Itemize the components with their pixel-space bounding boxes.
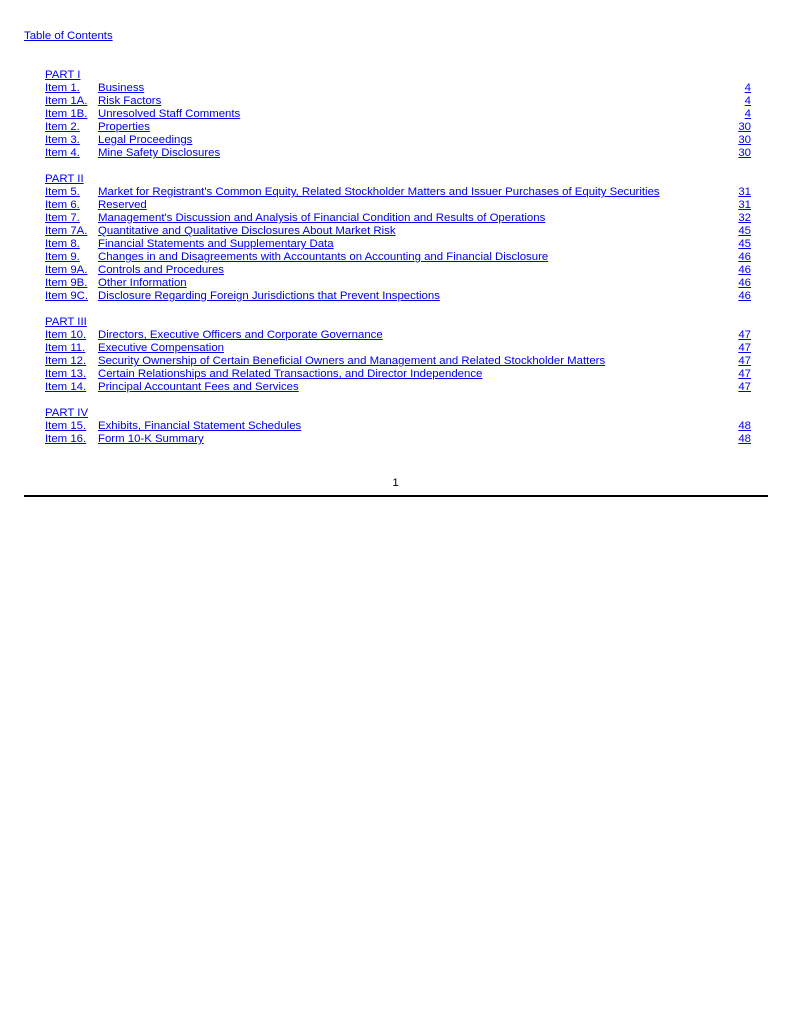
toc-row xyxy=(45,121,751,134)
toc-row xyxy=(45,342,751,355)
toc-row xyxy=(45,420,751,433)
part-title-link[interactable]: PART I xyxy=(45,69,81,81)
item-number-link[interactable]: Item 15. xyxy=(45,420,87,432)
item-title-link[interactable]: Reserved xyxy=(98,199,147,211)
part-title-link[interactable]: PART II xyxy=(45,173,84,185)
table-of-contents xyxy=(45,69,751,459)
part-section xyxy=(45,69,751,160)
item-page-link[interactable]: 45 xyxy=(738,238,751,250)
item-page-link[interactable]: 48 xyxy=(738,420,751,432)
item-number-link[interactable]: Item 7. xyxy=(45,212,80,224)
page-number: 1 xyxy=(392,477,399,489)
item-page-link[interactable]: 48 xyxy=(738,433,751,445)
item-number-link[interactable]: Item 5. xyxy=(45,186,80,198)
toc-row xyxy=(45,82,751,95)
item-page-link[interactable]: 47 xyxy=(738,368,751,380)
item-page-link[interactable]: 47 xyxy=(738,342,751,354)
item-number-link[interactable]: Item 3. xyxy=(45,134,80,146)
toc-row xyxy=(45,264,751,277)
item-page-link[interactable]: 32 xyxy=(738,212,751,224)
item-page-link[interactable]: 31 xyxy=(738,199,751,211)
item-title-link[interactable]: Properties xyxy=(98,121,150,133)
toc-row xyxy=(45,329,751,342)
item-title-link[interactable]: Principal Accountant Fees and Services xyxy=(98,381,299,393)
item-title-link[interactable]: Other Information xyxy=(98,277,187,289)
item-number-link[interactable]: Item 4. xyxy=(45,147,80,159)
item-page-link[interactable]: 46 xyxy=(738,264,751,276)
item-page-link[interactable]: 47 xyxy=(738,381,751,393)
item-number-link[interactable]: Item 9. xyxy=(45,251,80,263)
item-number-link[interactable]: Item 8. xyxy=(45,238,80,250)
toc-row xyxy=(45,355,751,368)
toc-row xyxy=(45,225,751,238)
item-title-link[interactable]: Unresolved Staff Comments xyxy=(98,108,241,120)
toc-row xyxy=(45,212,751,225)
item-page-link[interactable]: 46 xyxy=(738,277,751,289)
part-title-link[interactable]: PART IV xyxy=(45,407,89,419)
item-number-link[interactable]: Item 1. xyxy=(45,82,80,94)
item-title-link[interactable]: Security Ownership of Certain Beneficial Owners and Management and Related Stockholder Matters xyxy=(98,355,606,367)
item-page-link[interactable]: 46 xyxy=(738,290,751,302)
item-number-link[interactable]: Item 7A. xyxy=(45,225,88,237)
toc-row xyxy=(45,238,751,251)
item-number-link[interactable]: Item 14. xyxy=(45,381,87,393)
item-page-link[interactable]: 30 xyxy=(738,147,751,159)
item-title-link[interactable]: Financial Statements and Supplementary Data xyxy=(98,238,334,250)
item-title-link[interactable]: Management's Discussion and Analysis of Financial Condition and Results of Operations xyxy=(98,212,546,224)
item-number-link[interactable]: Item 9B. xyxy=(45,277,88,289)
item-title-link[interactable]: Certain Relationships and Related Transactions, and Director Independence xyxy=(98,368,483,380)
item-title-link[interactable]: Controls and Procedures xyxy=(98,264,224,276)
item-number-link[interactable]: Item 6. xyxy=(45,199,80,211)
item-title-link[interactable]: Risk Factors xyxy=(98,95,162,107)
item-title-link[interactable]: Legal Proceedings xyxy=(98,134,193,146)
item-page-link[interactable]: 47 xyxy=(738,329,751,341)
item-title-link[interactable]: Market for Registrant's Common Equity, Related Stockholder Matters and Issuer Purchases of Equity Securities xyxy=(98,186,660,198)
item-page-link[interactable]: 4 xyxy=(744,108,751,120)
item-title-link[interactable]: Quantitative and Qualitative Disclosures About Market Risk xyxy=(98,225,396,237)
item-title-link[interactable]: Executive Compensation xyxy=(98,342,224,354)
toc-row xyxy=(45,147,751,160)
part-section xyxy=(45,316,751,394)
item-page-link[interactable]: 4 xyxy=(744,82,751,94)
toc-row xyxy=(45,186,751,199)
item-page-link[interactable]: 30 xyxy=(738,121,751,133)
toc-row xyxy=(45,290,751,303)
item-page-link[interactable]: 45 xyxy=(738,225,751,237)
item-title-link[interactable]: Exhibits, Financial Statement Schedules xyxy=(98,420,302,432)
toc-row xyxy=(45,433,751,446)
page-divider xyxy=(24,495,768,497)
item-title-link[interactable]: Changes in and Disagreements with Accountants on Accounting and Financial Disclosure xyxy=(98,251,549,263)
item-number-link[interactable]: Item 1B. xyxy=(45,108,88,120)
item-number-link[interactable]: Item 13. xyxy=(45,368,87,380)
item-page-link[interactable]: 47 xyxy=(738,355,751,367)
item-number-link[interactable]: Item 9C. xyxy=(45,290,89,302)
item-title-link[interactable]: Form 10-K Summary xyxy=(98,433,204,445)
item-page-link[interactable]: 46 xyxy=(738,251,751,263)
table-of-contents-link[interactable]: Table of Contents xyxy=(24,30,113,42)
item-title-link[interactable]: Directors, Executive Officers and Corporate Governance xyxy=(98,329,383,341)
item-number-link[interactable]: Item 1A. xyxy=(45,95,88,107)
toc-row xyxy=(45,199,751,212)
toc-row xyxy=(45,381,751,394)
toc-row xyxy=(45,277,751,290)
part-section xyxy=(45,173,751,303)
toc-row xyxy=(45,95,751,108)
item-number-link[interactable]: Item 16. xyxy=(45,433,87,445)
item-number-link[interactable]: Item 10. xyxy=(45,329,87,341)
toc-row xyxy=(45,108,751,121)
item-number-link[interactable]: Item 9A. xyxy=(45,264,88,276)
item-title-link[interactable]: Mine Safety Disclosures xyxy=(98,147,221,159)
item-title-link[interactable]: Business xyxy=(98,82,145,94)
item-page-link[interactable]: 31 xyxy=(738,186,751,198)
item-page-link[interactable]: 30 xyxy=(738,134,751,146)
part-title-link[interactable]: PART III xyxy=(45,316,87,328)
toc-row xyxy=(45,368,751,381)
item-number-link[interactable]: Item 12. xyxy=(45,355,87,367)
toc-row xyxy=(45,134,751,147)
item-title-link[interactable]: Disclosure Regarding Foreign Jurisdictions that Prevent Inspections xyxy=(98,290,440,302)
part-section xyxy=(45,407,751,446)
item-number-link[interactable]: Item 11. xyxy=(45,342,86,354)
item-number-link[interactable]: Item 2. xyxy=(45,121,80,133)
toc-row xyxy=(45,251,751,264)
item-page-link[interactable]: 4 xyxy=(744,95,751,107)
